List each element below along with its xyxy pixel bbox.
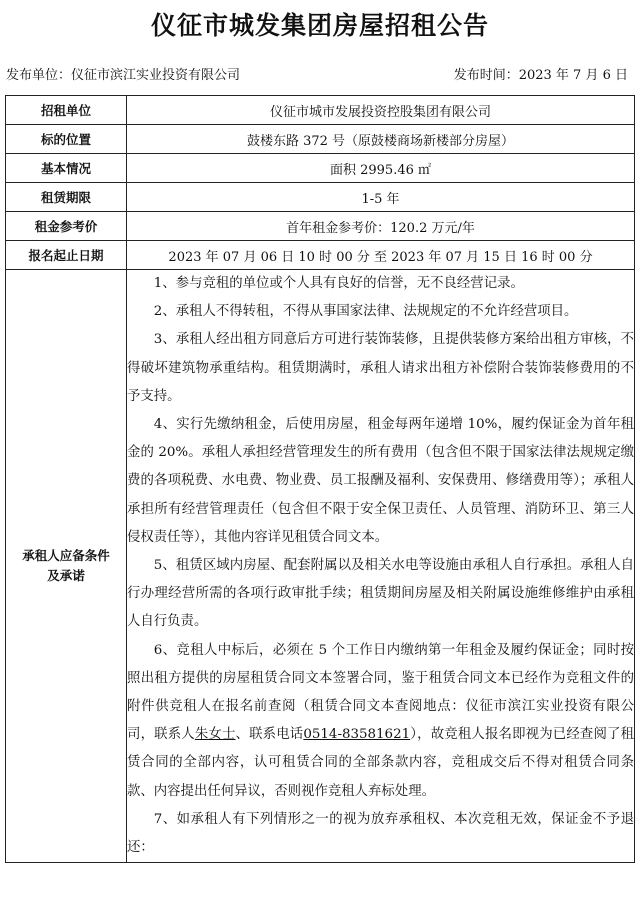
term-paragraph: 4、实行先缴纳租金，后使用房屋，租金每两年递增 10%，履约保证金为首年租金的 20%。承租人承担经营管理发生的所有费用（包含但不限于国家法律法规规定缴费的各项税费、水电费、物业费、员工报酬及福利、安保费用、修缮费用等）；承租人承担所有经营管理责任（包含但不限于安全保卫责任、人员管理、消防环卫、第三人侵权责任等），其他内容详见租赁合同文本。	[127, 417, 634, 545]
table-row	[6, 154, 635, 183]
publisher-line	[6, 64, 240, 83]
row-label: 标的位置	[6, 125, 127, 154]
row-value: 1-5 年	[127, 183, 635, 212]
terms-label-line: 及承诺	[47, 568, 85, 584]
row-value: 鼓楼东路 372 号（原鼓楼商场新楼部分房屋）	[127, 125, 635, 154]
page-title: 仪征市城发集团房屋招租公告	[150, 11, 489, 40]
row-label: 报名起止日期	[6, 241, 127, 270]
term-paragraph: 2、承租人不得转租，不得从事国家法律、法规规定的不允许经营项目。	[153, 304, 578, 320]
publisher-name: 仪征市滨江实业投资有限公司	[71, 68, 241, 83]
table-row	[6, 96, 635, 125]
term-text: 6、竞租人中标后，必须在 5 个工作日内缴纳第一年租金及履约保证金；同时按照出租方提供的房屋租赁合同文本签署合同，鉴于租赁合同文本已经作为竞租文件的附件供竞租人在报名前查阅（租赁合同文本查阅地点：仪征市滨江实业投资有限公司，联系人	[127, 642, 634, 743]
term-paragraph: 3、承租人经出租方同意后方可进行装饰装修，且提供装修方案给出租方审核，不得破坏建筑物承重结构。租赁期满时，承租人请求出租方补偿附合装饰装修费用的不予支持。	[127, 332, 634, 404]
term-paragraph: 7、如承租人有下列情形之一的视为放弃承租权、本次竞租无效，保证金不予退还：	[127, 811, 634, 856]
term-paragraph: 1、参与竞租的单位或个人具有良好的信誉，无不良经营记录。	[153, 276, 524, 291]
row-label: 租赁期限	[6, 183, 127, 212]
term-paragraph	[127, 637, 634, 806]
row-label: 招租单位	[6, 96, 127, 125]
contact-phone: 0514-83581621	[303, 727, 411, 743]
contact-person: 朱女士	[194, 727, 236, 743]
table-row	[6, 183, 635, 212]
row-label: 租金参考价	[6, 212, 127, 241]
terms-label	[6, 270, 127, 863]
row-value: 仪征市城市发展投资控股集团有限公司	[127, 96, 635, 125]
term-text: 、联系电话	[235, 727, 304, 743]
publisher-label: 发布单位：	[6, 68, 72, 83]
row-value: 面积 2995.46 ㎡	[127, 154, 635, 183]
table-row	[6, 125, 635, 154]
table-row	[6, 212, 635, 241]
terms-label-line: 承租人应备条件	[22, 548, 110, 564]
terms-content	[127, 270, 635, 863]
publish-time-line	[454, 64, 628, 83]
term-paragraph: 5、租赁区域内房屋、配套附属以及相关水电等设施由承租人自行承担。承租人自行办理经营所需的各项行政审批手续；租赁期间房屋及相关附属设施维修维护由承租人自行负责。	[127, 558, 634, 630]
publish-time-label: 发布时间：	[453, 68, 519, 83]
row-value: 2023 年 07 月 06 日 10 时 00 分 至 2023 年 07 月 15 日 16 时 00 分	[127, 241, 635, 270]
notice-table	[5, 95, 635, 863]
terms-row	[6, 270, 635, 863]
table-row	[6, 241, 635, 270]
row-value: 首年租金参考价：120.2 万元/年	[127, 212, 635, 241]
publish-time: 2023 年 7 月 6 日	[518, 68, 628, 83]
row-label: 基本情况	[6, 154, 127, 183]
term-text: ），故竞租人报名即视为已经查阅了租赁合同的全部内容，认可租赁合同的全部条款内容，竞租成交后不得对租赁合同条款、内容提出任何异议，否则视作竞租人弃标处理。	[127, 727, 635, 799]
